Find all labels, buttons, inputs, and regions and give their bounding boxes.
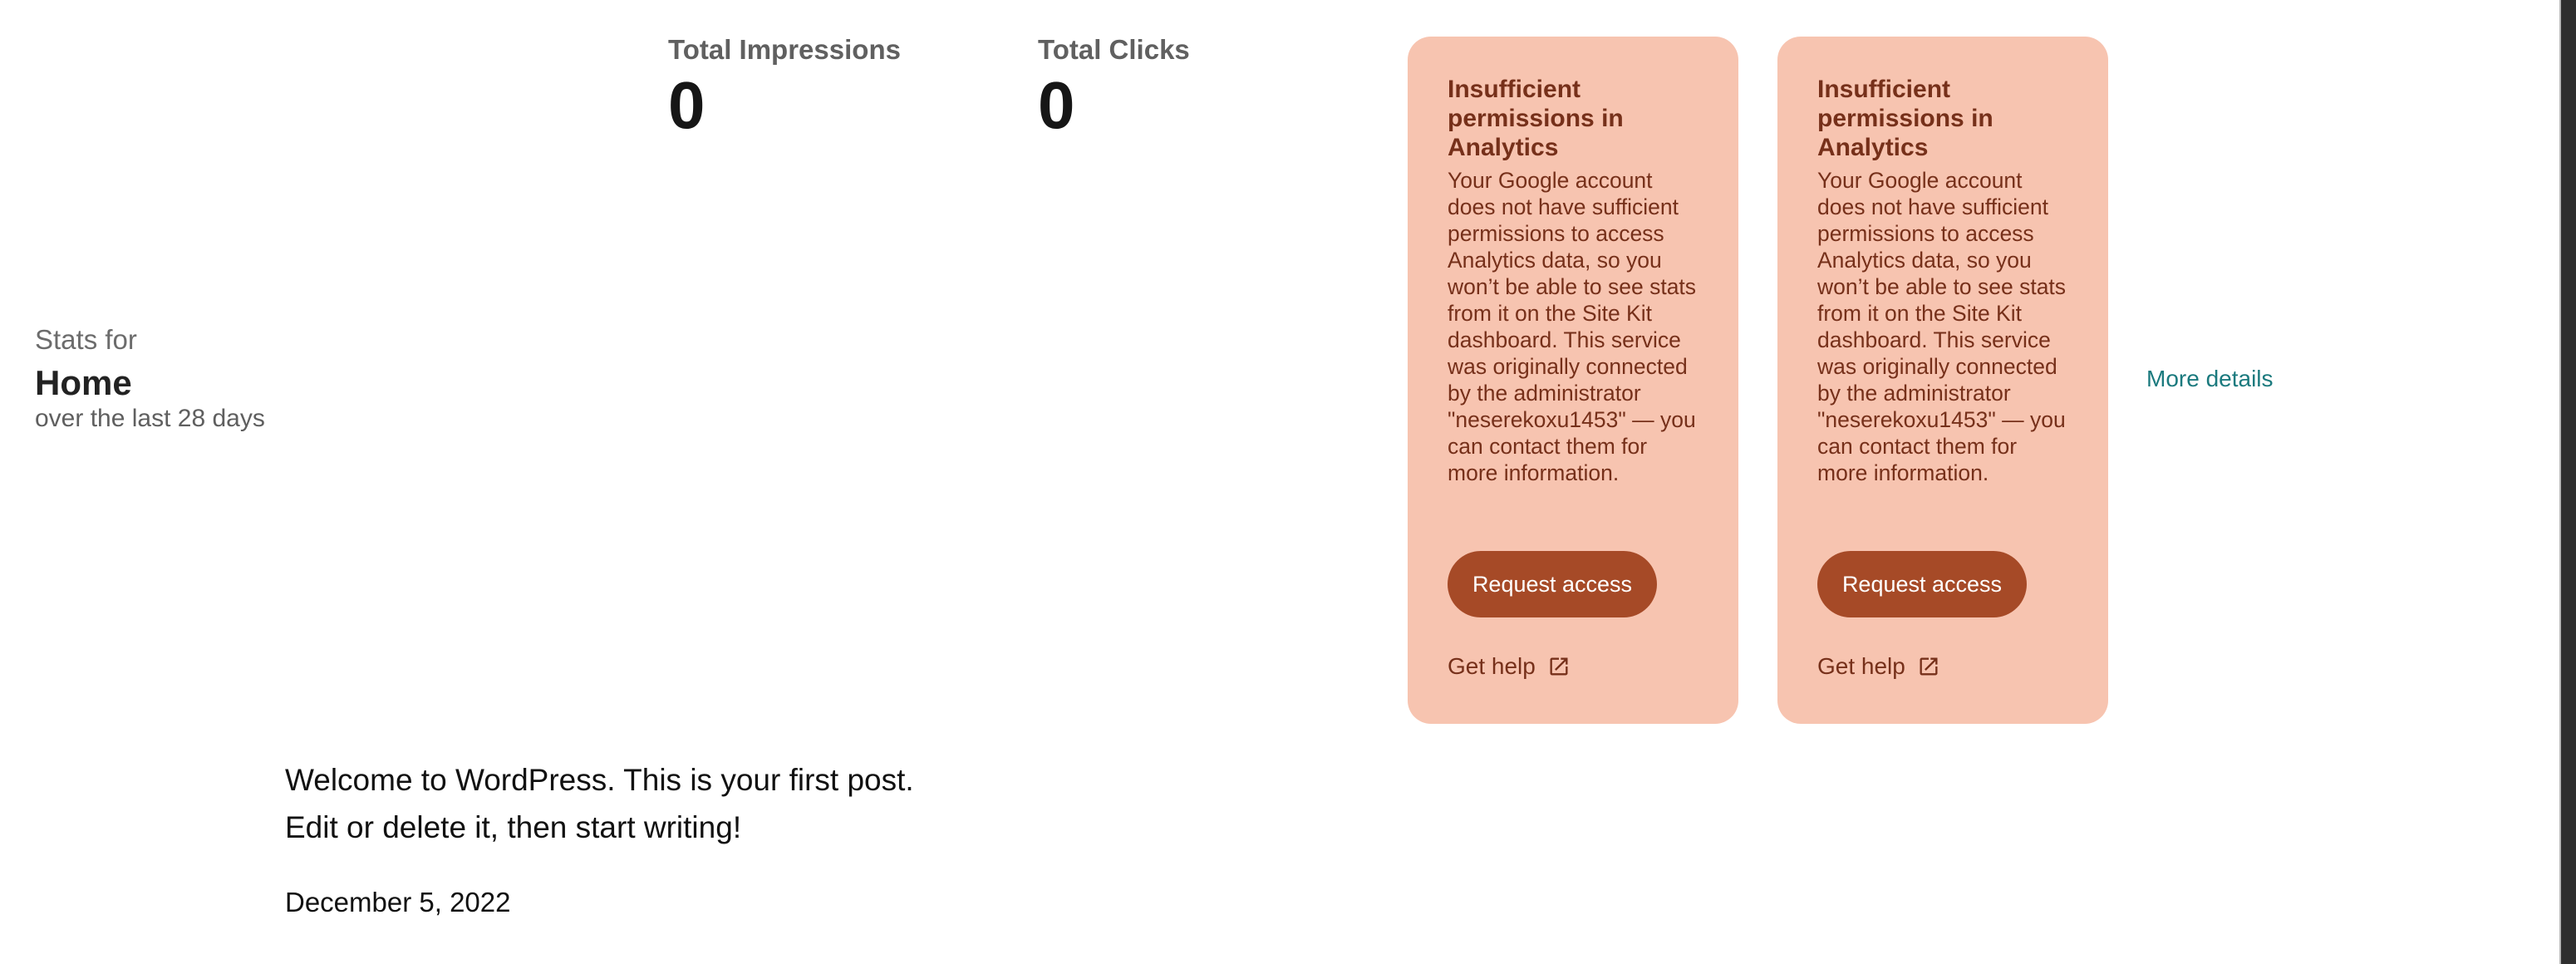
card-title: Insufficient permissions in Analytics [1817,76,1993,161]
get-help-label: Get help [1817,653,1905,679]
card-description: Your Google account does not have sufficient permissions to access Analytics data, so you won’t be able to see stats from it on the Site Kit dashboard. This service was originally connected by the administrator "neserekoxu1453" — you can contact them for more information. [1448,168,1697,485]
external-link-icon [1547,655,1571,678]
get-help-link[interactable] [1448,653,1571,680]
metric-total-clicks [1038,32,1354,141]
get-help-label: Get help [1448,653,1536,679]
stats-for-label: Stats for [35,324,137,355]
get-help-link[interactable] [1817,653,1940,680]
analytics-permission-card [1408,37,1738,724]
metric-value: 0 [668,68,705,142]
post-date: December 5, 2022 [285,887,511,917]
post-excerpt [285,756,1033,919]
more-details-link[interactable]: More details [2146,366,2274,391]
stats-page-title: Home [35,363,132,402]
stats-period-label: over the last 28 days [35,405,265,432]
stats-for-panel [35,322,334,434]
metric-total-impressions [668,32,984,141]
metric-label: Total Clicks [1038,34,1190,65]
card-title: Insufficient permissions in Analytics [1448,76,1624,161]
request-access-button[interactable]: Request access [1448,551,1657,617]
window-edge [2559,0,2576,964]
request-access-button[interactable]: Request access [1817,551,2027,617]
card-description: Your Google account does not have sufficient permissions to access Analytics data, so you won’t be able to see stats from it on the Site Kit dashboard. This service was originally connected by the administrator "neserekoxu1453" — you can contact them for more information. [1817,168,2067,485]
post-text: Welcome to WordPress. This is your first post. Edit or delete it, then start writing! [285,763,914,844]
analytics-permission-card [1777,37,2108,724]
external-link-icon [1917,655,1940,678]
metric-value: 0 [1038,68,1075,142]
metric-label: Total Impressions [668,34,901,65]
